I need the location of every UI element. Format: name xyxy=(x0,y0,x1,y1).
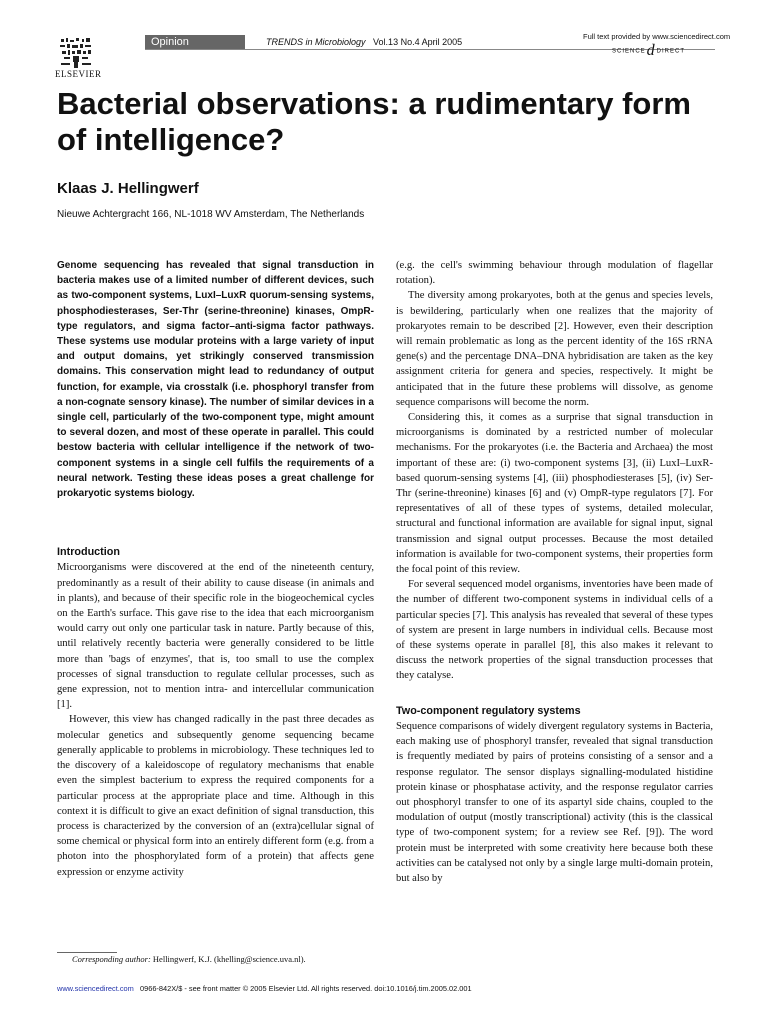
sciencedirect-at-icon: d xyxy=(646,42,656,59)
footnote-text: Hellingwerf, K.J. (khelling@science.uva.nl). xyxy=(152,954,306,964)
footnote-label: Corresponding author: xyxy=(72,954,151,964)
left-column xyxy=(57,258,374,880)
tcs-paragraph-1: Sequence comparisons of widely divergent regulatory systems in Bacteria, each making use of phosphoryl transfer, revealed that signal transduction is frequently mediated by pairs of proteins consisting of a sensor and a response regulator. The sensor displays signalling-modulated histidine protein kinase or phosphatase activity, and the response regulator carries out phosphoryl transfer to one of its aspartyl side chains, coupled to the modulation of output (mostly transcriptional) activity (this is the classical type of two-component system; for a review see Ref. [9]). The word protein must be interpreted with some creativity here because both these activities can be catalysed not only by a single large multi-domain protein, but also by xyxy=(396,720,713,884)
intro-paragraph-2: However, this view has changed radically in the past three decades as molecular genetics and subsequently genome sequencing became generally applicable to problems in microbiology. These techniques led to the discovery of a kaleidoscope of regulatory mechanisms that enable even the simplest bacterium to express the required components for a particular process at the appropriate place and time. Although in this context it is difficult to give an exact definition of signal transduction, this process is characterized by the conversion of an (extra)cellular signal of some chemical or physical form into an entirely different form (e.g. from a photon into the phosphorylated form of a protein) that affects gene expression or enzyme activity xyxy=(57,714,374,878)
right-paragraph-2: Considering this, it comes as a surprise that signal transduction in microorganisms is dominated by a restricted number of molecular mechanisms. For the prokaryotes (i.e. the Bacteria and Archaea) the most important of these are: (i) two-component systems [3], (ii) LuxI–LuxR-based quorum-sensing systems [4], (iii) phosphodiesterases [5], (iv) Ser-Thr (serine-threonine) kinases [6] and (v) OmpR-type regulators [7]. For representatives of all of these types of systems, detailed molecular, structural and functional information are available for signal input, signal transmission and signal output processes. Because the most detailed information is available for two-component systems, their properties form the focal point of this review. xyxy=(396,412,713,576)
article-title: Bacterial observations: a rudimentary form of intelligence? xyxy=(57,86,691,157)
right-column xyxy=(396,258,713,886)
journal-issue: Vol.13 No.4 April 2005 xyxy=(373,37,463,47)
right-paragraph-1: The diversity among prokaryotes, both at the genus and species levels, is bewildering, particularly when one realizes that the majority of prokaryotes remain to be described [2]. However, even their description will remain problematic as long as the percent identity of the 16S rRNA gene(s) and the percentage DNA–DNA hybridisation are taken as the key assignment criteria for genera and species, respectively. It might be anticipated that in the future these problems will dissolve, as genome sequence comparisons will become the norm. xyxy=(396,290,713,408)
right-paragraph-3: For several sequenced model organisms, inventories have been made of the number of different two-component systems in individual cells of a particular species [7]. This analysis has revealed that several of these types of system are present in large numbers in individual cells. Because most of these systems operate in parallel [8], this also makes it relevant to discuss the network properties of the signal transduction processes that they catalyse. xyxy=(396,579,713,682)
publisher-logo-label: ELSEVIER xyxy=(55,69,102,79)
footer-url-link[interactable]: www.sciencedirect.com xyxy=(57,984,134,993)
footnote-divider xyxy=(57,952,117,953)
sciencedirect-logo-right: DIRECT xyxy=(656,48,686,55)
tcs-heading: Two-component regulatory systems xyxy=(396,704,581,717)
sciencedirect-logo-left: SCIENCE xyxy=(612,48,646,55)
right-paragraph-0: (e.g. the cell's swimming behaviour through modulation of flagellar rotation). xyxy=(396,260,713,287)
fulltext-provided-note[interactable]: Full text provided by www.sciencedirect.com xyxy=(583,32,731,41)
intro-paragraph-1: Microorganisms were discovered at the end of the nineteenth century, predominantly as a result of their ability to cause disease (in animals and in plants), and because of their specific role in the biogeochemical cycles on the Earth's surface. This gave rise to the idea that each microorganism would carry out only one particular task in nature. Partly because of this, until relatively recently bacteria were generally considered to be little more than 'bags of enzymes', that is, too small to use the complex processes of signal transduction to regulate cellular processes, such as gene expression, not to mention intra- and intercellular communication [1]. xyxy=(57,562,374,711)
author-affiliation: Nieuwe Achtergracht 166, NL-1018 WV Amsterdam, The Netherlands xyxy=(57,209,365,220)
sciencedirect-logo xyxy=(612,42,685,60)
journal-name: TRENDS in Microbiology xyxy=(266,37,366,47)
section-tag: Opinion xyxy=(145,35,245,49)
page-footer xyxy=(57,984,472,993)
corresponding-author-note xyxy=(72,954,306,964)
intro-heading: Introduction xyxy=(57,546,120,559)
journal-citation xyxy=(266,37,462,47)
footer-copyright: 0966-842X/$ - see front matter © 2005 Elsevier Ltd. All rights reserved. doi:10.1016/j.tim.2005.02.001 xyxy=(139,984,472,993)
article-author: Klaas J. Hellingwerf xyxy=(57,180,199,197)
abstract: Genome sequencing has revealed that signal transduction in bacteria makes use of a limited number of different devices, such as two-component systems, LuxI–LuxR quorum-sensing systems, phosphodiesterases, Ser-Thr (serine-threonine) kinases, OmpR-type regulators, and sigma factor–anti-sigma factor pathways. These systems use modular proteins with a large variety of input and output domains, yet strikingly conserved transmission domains. This conservation might lead to redundancy of output function, for example, via crosstalk (i.e. phosphoryl transfer from a non-cognate sensory kinase). The number of similar devices in a single cell, particularly of the two-component type, might amount to several dozen, and most of these operate in parallel. This could bestow bacteria with cellular intelligence if the network of two-component systems in a single cell fulfils the requirements of a neural network. Testing these ideas poses a great challenge for prokaryotic systems biology. xyxy=(57,260,374,500)
